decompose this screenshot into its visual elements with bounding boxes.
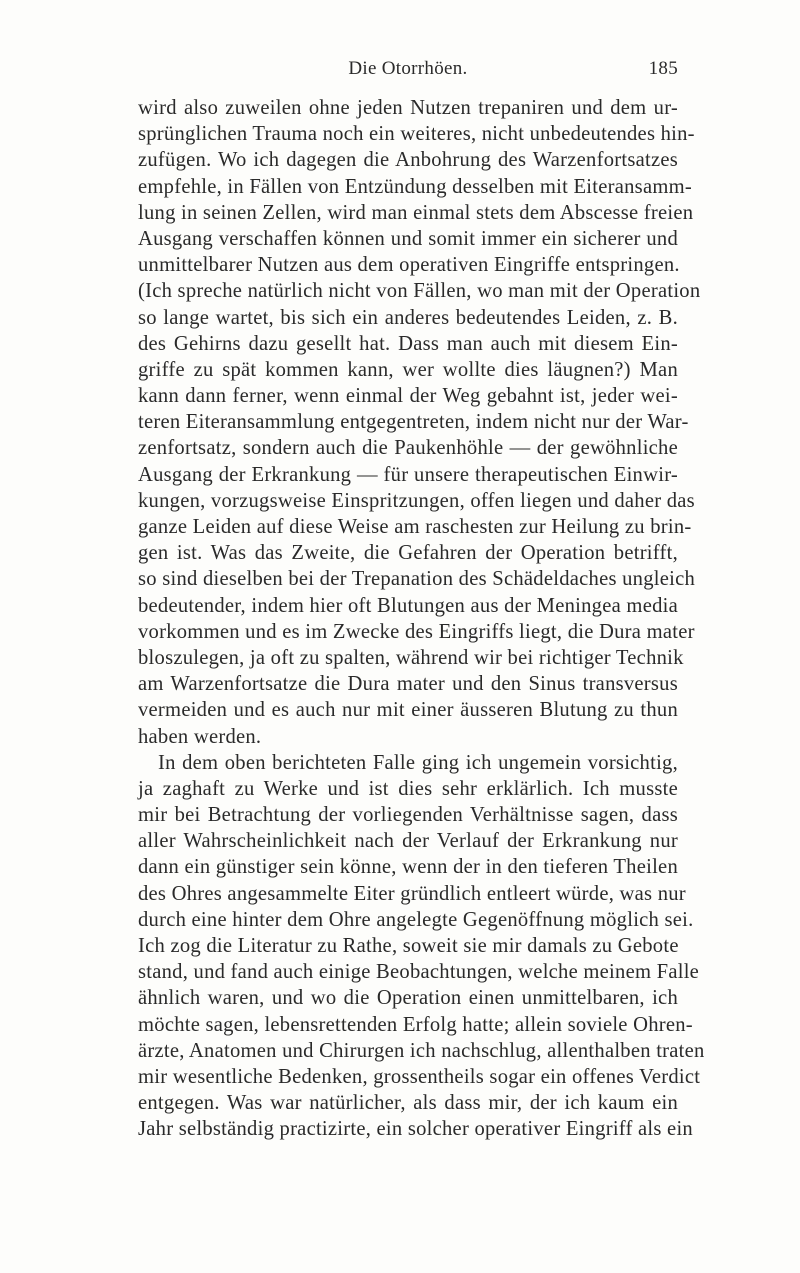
text-line: so sind dieselben bei der Trepanation des Schädeldaches ungleich (138, 568, 696, 591)
text-line: gen ist. Was das Zweite, die Gefahren der Operation betrifft, (138, 542, 678, 565)
text-line: durch eine hinter dem Ohre angelegte Gegenöffnung möglich sei. (138, 908, 694, 931)
text-line: ganze Leiden auf diese Weise am raschesten zur Heilung zu brin- (138, 516, 692, 538)
text-line: so lange wartet, bis sich ein anderes bedeutendes Leiden, z. B. (138, 306, 678, 329)
text-line: ärzte, Anatomen und Chirurgen ich nachschlug, allenthalben traten (138, 1039, 705, 1062)
text-line: lung in seinen Zellen, wird man einmal stets dem Abscesse freien (138, 201, 694, 224)
text-line: Ausgang verschaffen können und somit immer ein sicherer und (138, 227, 678, 250)
text-line: teren Eiteransammlung entgegentreten, indem nicht nur der War- (138, 411, 689, 434)
body-text (138, 95, 705, 1143)
text-line: Ich zog die Literatur zu Rathe, soweit sie mir damals zu Gebote (138, 935, 679, 957)
text-line: empfehle, in Fällen von Entzündung desselben mit Eiteransamm- (138, 175, 692, 198)
text-line: bloszulegen, ja oft zu spalten, während wir bei richtiger Technik (138, 646, 684, 669)
text-line: des Ohres angesammelte Eiter gründlich entleert würde, was nur (138, 882, 686, 905)
text-line: mir bei Betrachtung der vorliegenden Verhältnisse sagen, dass (138, 804, 678, 827)
paragraph-end-line: haben werden. (138, 725, 262, 748)
text-line: dann ein günstiger sein könne, wenn der in den tieferen Theilen (138, 856, 678, 879)
text-line: bedeutender, indem hier oft Blutungen aus der Meningea media (138, 594, 678, 617)
text-line: wird also zuweilen ohne jeden Nutzen trepaniren und dem ur- (138, 97, 678, 119)
running-head-title: Die Otorrhöen. (348, 58, 468, 79)
text-line: kann dann ferner, wenn einmal der Weg gebahnt ist, jeder wei- (138, 385, 678, 408)
text-line: zenfortsatz, sondern auch die Paukenhöhle — der gewöhnliche (138, 437, 678, 460)
text-line: zufügen. Wo ich dagegen die Anbohrung des Warzenfortsatzes (138, 149, 678, 172)
text-line: unmittelbarer Nutzen aus dem operativen Eingriffe entspringen. (138, 254, 680, 277)
text-line: möchte sagen, lebensrettenden Erfolg hatte; allein soviele Ohren- (138, 1013, 693, 1036)
text-line: vermeiden und es auch nur mit einer äusseren Blutung zu thun (138, 699, 678, 722)
text-line: vorkommen und es im Zwecke des Eingriffs liegt, die Dura mater (138, 620, 695, 643)
text-line: Jahr selbständig practizirte, ein solcher operativer Eingriff als ein (138, 1118, 693, 1141)
running-head (138, 58, 678, 82)
text-line: am Warzenfortsatze die Dura mater und den Sinus transversus (138, 673, 678, 696)
text-line: entgegen. Was war natürlicher, als dass mir, der ich kaum ein (138, 1092, 678, 1115)
text-line: mir wesentliche Bedenken, grossentheils sogar ein offenes Verdict (138, 1065, 701, 1088)
text-line: ähnlich waren, und wo die Operation einen unmittelbaren, ich (138, 987, 678, 1010)
text-line: des Gehirns dazu gesellt hat. Dass man auch mit diesem Ein- (138, 332, 678, 355)
text-line: stand, und fand auch einige Beobachtungen, welche meinem Falle (138, 961, 700, 984)
text-line: griffe zu spät kommen kann, wer wollte dies läugnen?) Man (138, 358, 678, 381)
paragraph-start-line: In dem oben berichteten Falle ging ich ungemein vorsichtig, (158, 751, 678, 774)
text-line: ja zaghaft zu Werke und ist dies sehr erklärlich. Ich musste (138, 777, 678, 800)
text-line: aller Wahrscheinlichkeit nach der Verlauf der Erkrankung nur (138, 830, 678, 853)
text-line: Ausgang der Erkrankung — für unsere therapeutischen Einwir- (138, 463, 678, 486)
text-line: kungen, vorzugsweise Einspritzungen, offen liegen und daher das (138, 489, 695, 512)
text-line: (Ich spreche natürlich nicht von Fällen, wo man mit der Operation (138, 280, 701, 303)
text-line: sprünglichen Trauma noch ein weiteres, nicht unbedeutendes hin- (138, 123, 695, 146)
page-number: 185 (648, 58, 678, 79)
